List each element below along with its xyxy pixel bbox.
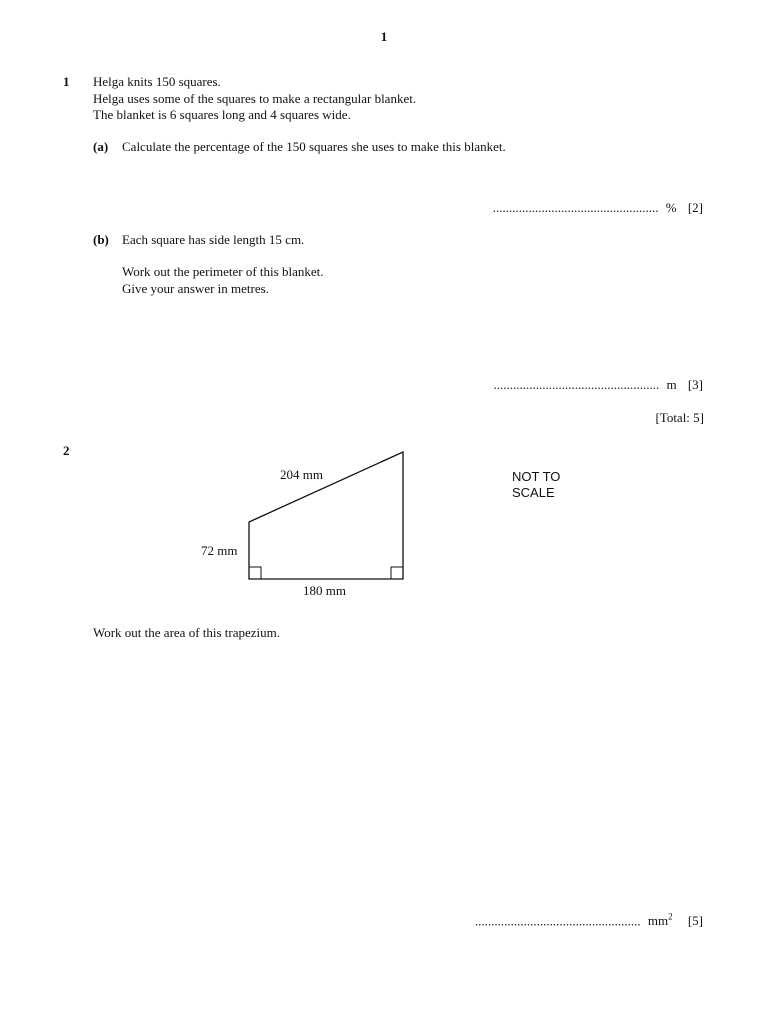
answer-dots: ................................................... <box>493 377 660 392</box>
answer-unit <box>648 913 673 928</box>
question-1-line-1: Helga knits 150 squares. <box>93 74 221 89</box>
question-1-line-2: Helga uses some of the squares to make a rectangular blanket. <box>93 91 417 106</box>
not-to-scale-note-line-1: NOT TO <box>512 469 561 484</box>
part-b-text-3: Give your answer in metres. <box>122 281 269 296</box>
right-angle-marker-left <box>249 567 261 579</box>
page-number: 1 <box>380 29 388 44</box>
part-a-text: Calculate the percentage of the 150 squares she uses to make this blanket. <box>122 139 506 154</box>
marks: [5] <box>687 913 703 929</box>
question-2-number: 2 <box>63 443 70 458</box>
trapezium-shape <box>249 452 403 579</box>
question-1-number: 1 <box>63 74 70 89</box>
part-a-label: (a) <box>93 139 109 154</box>
label-slant-side: 204 mm <box>280 467 323 482</box>
answer-unit: % <box>665 200 677 215</box>
question-2-text: Work out the area of this trapezium. <box>93 625 281 640</box>
question-2-answer-line <box>440 909 703 929</box>
answer-unit: m <box>666 377 677 392</box>
right-angle-marker-right <box>391 567 403 579</box>
label-bottom-side: 180 mm <box>303 583 346 598</box>
not-to-scale-note-line-2: SCALE <box>512 485 555 500</box>
marks: [2] <box>687 200 703 215</box>
part-b-label: (b) <box>93 232 109 247</box>
question-1-line-3: The blanket is 6 squares long and 4 squares wide. <box>93 107 351 122</box>
answer-unit-superscript: 2 <box>668 912 673 922</box>
marks: [3] <box>687 377 703 392</box>
answer-dots: ................................................... <box>474 913 641 929</box>
label-left-side: 72 mm <box>201 543 238 558</box>
answer-unit-base: mm <box>647 913 669 929</box>
part-b-text-1: Each square has side length 15 cm. <box>122 232 305 247</box>
answer-dots: ................................................... <box>492 200 659 215</box>
part-b-text-2: Work out the perimeter of this blanket. <box>122 264 324 279</box>
question-1-total: [Total: 5] <box>655 410 704 425</box>
